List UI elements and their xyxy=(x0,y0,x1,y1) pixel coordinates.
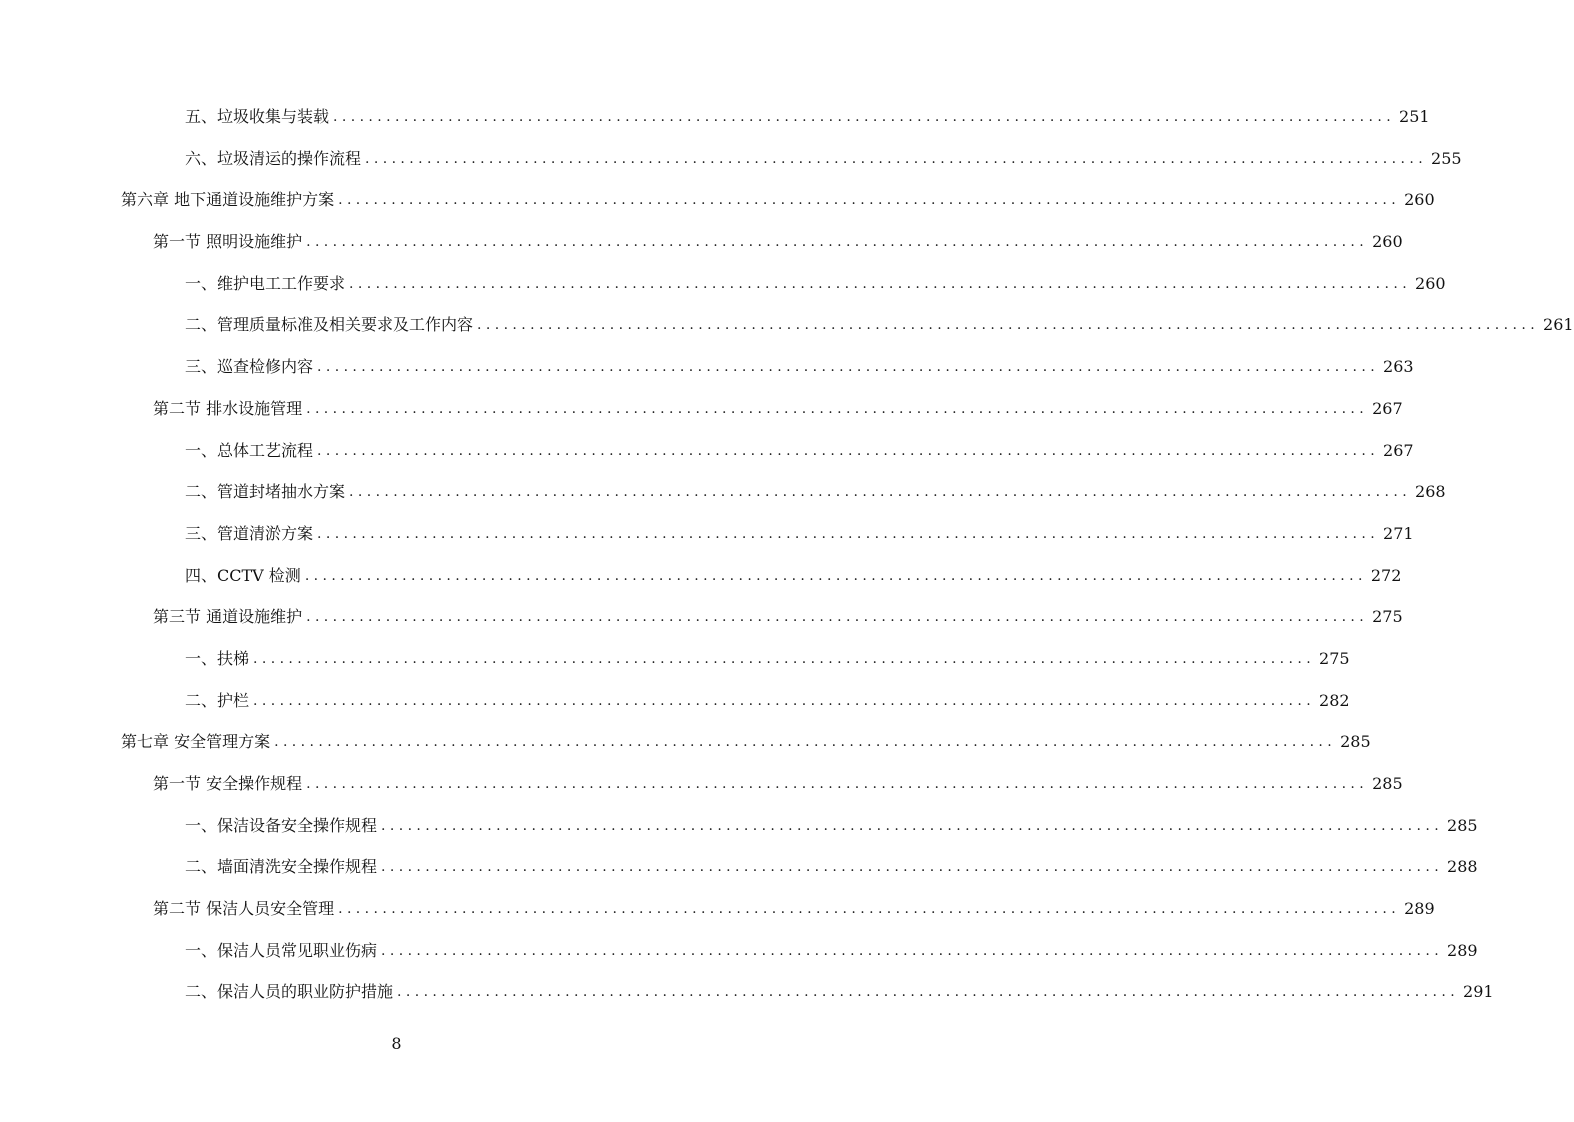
toc-entry-page: 268 xyxy=(1415,482,1446,502)
toc-leader-dots: ........................................................................................................................ xyxy=(317,359,1380,376)
toc-entry[interactable] xyxy=(0,104,1430,146)
page-number: 8 xyxy=(391,1034,402,1053)
toc-entry-title: 第六章 地下通道设施维护方案 xyxy=(121,190,335,210)
toc-entry-page: 260 xyxy=(1415,273,1446,293)
toc-leader-dots: ........................................................................................................................ xyxy=(274,734,1337,751)
toc-entry[interactable] xyxy=(0,354,1414,396)
toc-entry-page: 267 xyxy=(1372,398,1403,418)
toc-entry-page: 261 xyxy=(1543,315,1574,335)
toc-leader-dots: ........................................................................................................................ xyxy=(253,692,1316,709)
toc-leader-dots: ........................................................................................................................ xyxy=(304,567,1367,584)
toc-entry-title: 三、巡查检修内容 xyxy=(185,357,314,377)
toc-entry[interactable] xyxy=(0,604,1403,646)
toc-entry[interactable] xyxy=(0,688,1350,730)
toc-entry-title: 第一节 照明设施维护 xyxy=(153,232,303,252)
toc-entry-page: 263 xyxy=(1383,357,1414,377)
toc-leader-dots: ........................................................................................................................ xyxy=(365,150,1428,167)
toc-leader-dots: ........................................................................................................................ xyxy=(306,609,1369,626)
toc-leader-dots: ........................................................................................................................ xyxy=(397,984,1460,1001)
toc-entry-page: 271 xyxy=(1383,523,1414,543)
toc-entry-page: 251 xyxy=(1399,107,1430,126)
toc-entry-page: 260 xyxy=(1372,232,1403,252)
toc-entry-page: 285 xyxy=(1447,815,1478,835)
toc-entry[interactable] xyxy=(0,438,1414,480)
toc-entry[interactable] xyxy=(0,979,1494,1021)
toc-leader-dots: ........................................................................................................................ xyxy=(349,275,1412,292)
toc-entry-page: 288 xyxy=(1447,857,1478,877)
toc-entry[interactable] xyxy=(0,396,1403,438)
toc-entry[interactable] xyxy=(0,521,1414,563)
toc-entry[interactable] xyxy=(0,813,1478,855)
toc-entry[interactable] xyxy=(0,938,1478,980)
toc-entry-page: 289 xyxy=(1447,940,1478,960)
toc-entry-title: 一、扶梯 xyxy=(185,648,250,668)
toc-entry[interactable] xyxy=(0,229,1403,271)
toc-entry-title: 二、护栏 xyxy=(185,690,250,710)
toc-entry-title: 一、总体工艺流程 xyxy=(185,440,314,460)
toc-entry-page: 260 xyxy=(1404,190,1435,210)
toc-entry-page: 291 xyxy=(1463,982,1494,1002)
toc-leader-dots: ........................................................................................................................ xyxy=(381,942,1444,959)
toc-entry-title: 二、管道封堵抽水方案 xyxy=(185,482,346,502)
toc-entry-page: 285 xyxy=(1340,732,1371,752)
toc-leader-dots: ........................................................................................................................ xyxy=(306,776,1369,792)
toc-entry-title: 第二节 保洁人员安全管理 xyxy=(153,899,335,919)
toc-entry-title: 第七章 安全管理方案 xyxy=(121,732,271,752)
toc-entry-title: 二、管理质量标准及相关要求及工作内容 xyxy=(185,315,474,335)
toc-entry[interactable] xyxy=(0,771,1403,813)
toc-leader-dots: ........................................................................................................................ xyxy=(338,901,1401,918)
toc-entry-title: 一、保洁人员常见职业伤病 xyxy=(185,940,378,960)
toc-entry[interactable] xyxy=(0,563,1402,605)
toc-entry-page: 267 xyxy=(1383,440,1414,460)
toc-entry[interactable] xyxy=(0,146,1462,188)
toc-entry[interactable] xyxy=(0,854,1478,896)
toc-leader-dots: ........................................................................................................................ xyxy=(317,525,1380,542)
toc-leader-dots: ........................................................................................................................ xyxy=(306,400,1369,417)
toc-entry-page: 275 xyxy=(1319,648,1350,668)
toc-entry-title: 第一节 安全操作规程 xyxy=(153,774,303,793)
toc-entry-page: 285 xyxy=(1372,774,1403,793)
toc-leader-dots: ........................................................................................................................ xyxy=(306,234,1369,251)
toc-entry-title: 二、保洁人员的职业防护措施 xyxy=(185,982,394,1002)
toc-leader-dots: ........................................................................................................................ xyxy=(317,442,1380,459)
toc-leader-dots: ........................................................................................................................ xyxy=(333,109,1396,125)
toc-entry-page: 282 xyxy=(1319,690,1350,710)
toc-entry[interactable] xyxy=(0,896,1435,938)
toc-leader-dots: ........................................................................................................................ xyxy=(381,817,1444,834)
toc-entry-title: 二、墙面清洗安全操作规程 xyxy=(185,857,378,877)
toc-entry-page: 272 xyxy=(1370,565,1402,585)
toc-entry-title: 三、管道清淤方案 xyxy=(185,523,314,543)
toc-entry-title: 一、维护电工工作要求 xyxy=(185,273,346,293)
toc-entry[interactable] xyxy=(0,729,1371,771)
toc-entry[interactable] xyxy=(0,646,1350,688)
toc-entry-title: 四、CCTV 检测 xyxy=(185,565,301,585)
toc-entry[interactable] xyxy=(0,479,1446,521)
toc-leader-dots: ........................................................................................................................ xyxy=(477,317,1540,334)
toc-entry[interactable] xyxy=(0,312,1574,354)
toc-entry-title: 五、垃圾收集与装载 xyxy=(185,107,330,126)
toc-entry-page: 275 xyxy=(1372,607,1403,627)
toc-entry[interactable] xyxy=(0,271,1446,313)
toc-entry-page: 255 xyxy=(1431,148,1462,168)
toc-leader-dots: ........................................................................................................................ xyxy=(349,484,1412,501)
toc-leader-dots: ........................................................................................................................ xyxy=(338,192,1401,209)
toc-entry-title: 第二节 排水设施管理 xyxy=(153,398,303,418)
toc-leader-dots: ........................................................................................................................ xyxy=(381,859,1444,876)
toc-entry-page: 289 xyxy=(1404,899,1435,919)
toc-entry-title: 六、垃圾清运的操作流程 xyxy=(185,148,362,168)
toc-entry-title: 第三节 通道设施维护 xyxy=(153,607,303,627)
toc-entry[interactable] xyxy=(0,187,1435,229)
toc-leader-dots: ........................................................................................................................ xyxy=(253,650,1316,667)
toc-entry-title: 一、保洁设备安全操作规程 xyxy=(185,815,378,835)
table-of-contents xyxy=(0,104,1574,1021)
